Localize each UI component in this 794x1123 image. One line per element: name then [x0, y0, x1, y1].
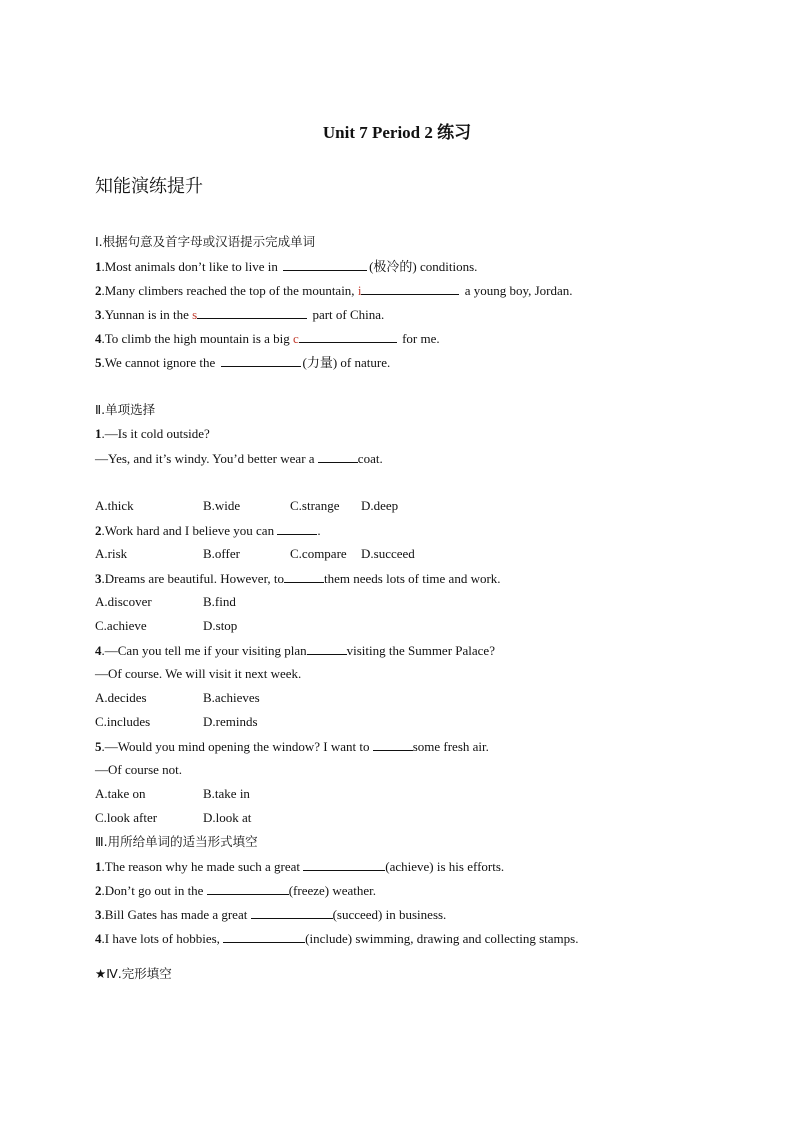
question-text: .Yunnan is in the [101, 307, 193, 322]
option-d[interactable]: D.reminds [203, 714, 258, 729]
question-number: 5 [95, 739, 102, 754]
answer-blank[interactable] [277, 522, 317, 535]
answer-blank[interactable] [207, 882, 289, 895]
question-number: 3 [95, 571, 102, 586]
question-text: (力量) of nature. [302, 355, 391, 370]
question-text: a young boy, Jordan. [461, 283, 573, 298]
s2-question-1 [95, 426, 210, 442]
option-a[interactable]: A.thick [95, 498, 134, 513]
page-title: Unit 7 Period 2 练习 [322, 123, 472, 142]
s1-question-1 [95, 258, 477, 275]
answer-blank[interactable] [223, 930, 305, 943]
s2-question-5-line2: —Of course not. [95, 762, 183, 777]
answer-blank[interactable] [361, 282, 459, 295]
question-text: coat. [357, 451, 383, 466]
s1-question-5 [95, 354, 390, 371]
question-number: 2 [95, 523, 102, 538]
section-3-heading: Ⅲ.用所给单词的适当形式填空 [95, 834, 258, 849]
option-b[interactable]: B.take in [203, 786, 250, 801]
s2-question-4-line2: —Of course. We will visit it next week. [95, 666, 302, 681]
s3-question-3 [95, 906, 446, 923]
section-1-heading: Ⅰ.根据句意及首字母或汉语提示完成单词 [95, 234, 316, 249]
s2-question-3 [95, 570, 501, 587]
question-text: —Yes, and it’s windy. You’d better wear a [95, 451, 318, 466]
question-number: 4 [95, 931, 102, 946]
question-text: for me. [398, 331, 440, 346]
answer-blank[interactable] [221, 354, 301, 367]
s1-question-4 [95, 330, 440, 347]
question-text: (freeze) weather. [288, 883, 377, 898]
initial-letter-hint: i [357, 283, 362, 298]
option-d[interactable]: D.deep [361, 498, 399, 513]
answer-blank[interactable] [197, 306, 307, 319]
section-2-heading: Ⅱ.单项选择 [95, 402, 156, 417]
initial-letter-hint: s [192, 307, 198, 322]
option-c[interactable]: C.look after [95, 810, 158, 825]
question-text: .Don’t go out in the [101, 883, 207, 898]
option-b[interactable]: B.find [203, 594, 236, 609]
question-number: 1 [95, 259, 102, 274]
question-text: visiting the Summer Palace? [346, 643, 495, 658]
option-d[interactable]: D.succeed [361, 546, 415, 561]
answer-blank[interactable] [373, 738, 413, 751]
question-text: some fresh air. [412, 739, 489, 754]
answer-blank[interactable] [303, 858, 385, 871]
question-number: 2 [95, 283, 102, 298]
question-number: 2 [95, 883, 102, 898]
question-text: (极冷的) conditions. [369, 259, 478, 274]
s3-question-4 [95, 930, 578, 947]
answer-blank[interactable] [299, 330, 397, 343]
s2-question-5 [95, 738, 489, 755]
answer-blank[interactable] [307, 642, 347, 655]
s2-question-2 [95, 522, 321, 539]
option-b[interactable]: B.offer [203, 546, 240, 561]
option-d[interactable]: D.stop [203, 618, 238, 633]
s1-question-2 [95, 282, 573, 299]
question-text: .We cannot ignore the [101, 355, 219, 370]
question-text: .Bill Gates has made a great [101, 907, 251, 922]
option-c[interactable]: C.achieve [95, 618, 147, 633]
question-text: (achieve) is his efforts. [385, 859, 505, 874]
option-c[interactable]: C.strange [290, 498, 340, 513]
initial-letter-hint: c [293, 331, 299, 346]
question-number: 1 [95, 426, 102, 441]
question-text: .Dreams are beautiful. However, to [101, 571, 284, 586]
s2-question-4 [95, 642, 495, 659]
question-text: part of China. [309, 307, 385, 322]
question-number: 3 [95, 907, 102, 922]
question-text: .—Can you tell me if your visiting plan [101, 643, 307, 658]
question-number: 4 [95, 643, 102, 658]
option-c[interactable]: C.includes [95, 714, 151, 729]
option-c[interactable]: C.compare [290, 546, 347, 561]
question-text: .To climb the high mountain is a big [101, 331, 294, 346]
s3-question-1 [95, 858, 504, 875]
option-a[interactable]: A.take on [95, 786, 146, 801]
page-subtitle: 知能演练提升 [95, 176, 203, 197]
option-b[interactable]: B.achieves [203, 690, 260, 705]
answer-blank[interactable] [318, 450, 358, 463]
option-a[interactable]: A.discover [95, 594, 152, 609]
question-text: .Most animals don’t like to live in [101, 259, 282, 274]
question-text: .The reason why he made such a great [101, 859, 304, 874]
question-text: them needs lots of time and work. [324, 571, 501, 586]
question-text: .Many climbers reached the top of the mountain, [101, 283, 358, 298]
question-text: .—Would you mind opening the window? I want to [101, 739, 373, 754]
question-text: (succeed) in business. [332, 907, 447, 922]
question-number: 5 [95, 355, 102, 370]
question-number: 3 [95, 307, 102, 322]
answer-blank[interactable] [251, 906, 333, 919]
s3-question-2 [95, 882, 376, 899]
option-a[interactable]: A.decides [95, 690, 147, 705]
s2-question-1-line2 [95, 450, 383, 467]
section-4-heading: ★Ⅳ.完形填空 [95, 966, 172, 981]
question-number: 1 [95, 859, 102, 874]
s1-question-3 [95, 306, 384, 323]
question-number: 4 [95, 331, 102, 346]
question-text: (include) swimming, drawing and collecting stamps. [305, 931, 579, 946]
option-d[interactable]: D.look at [203, 810, 252, 825]
question-text: . [317, 523, 321, 538]
question-text: .I have lots of hobbies, [101, 931, 224, 946]
question-text: .—Is it cold outside? [101, 426, 210, 441]
answer-blank[interactable] [284, 570, 324, 583]
option-b[interactable]: B.wide [203, 498, 241, 513]
question-text: .Work hard and I believe you can [101, 523, 278, 538]
option-a[interactable]: A.risk [95, 546, 128, 561]
answer-blank[interactable] [283, 258, 367, 271]
